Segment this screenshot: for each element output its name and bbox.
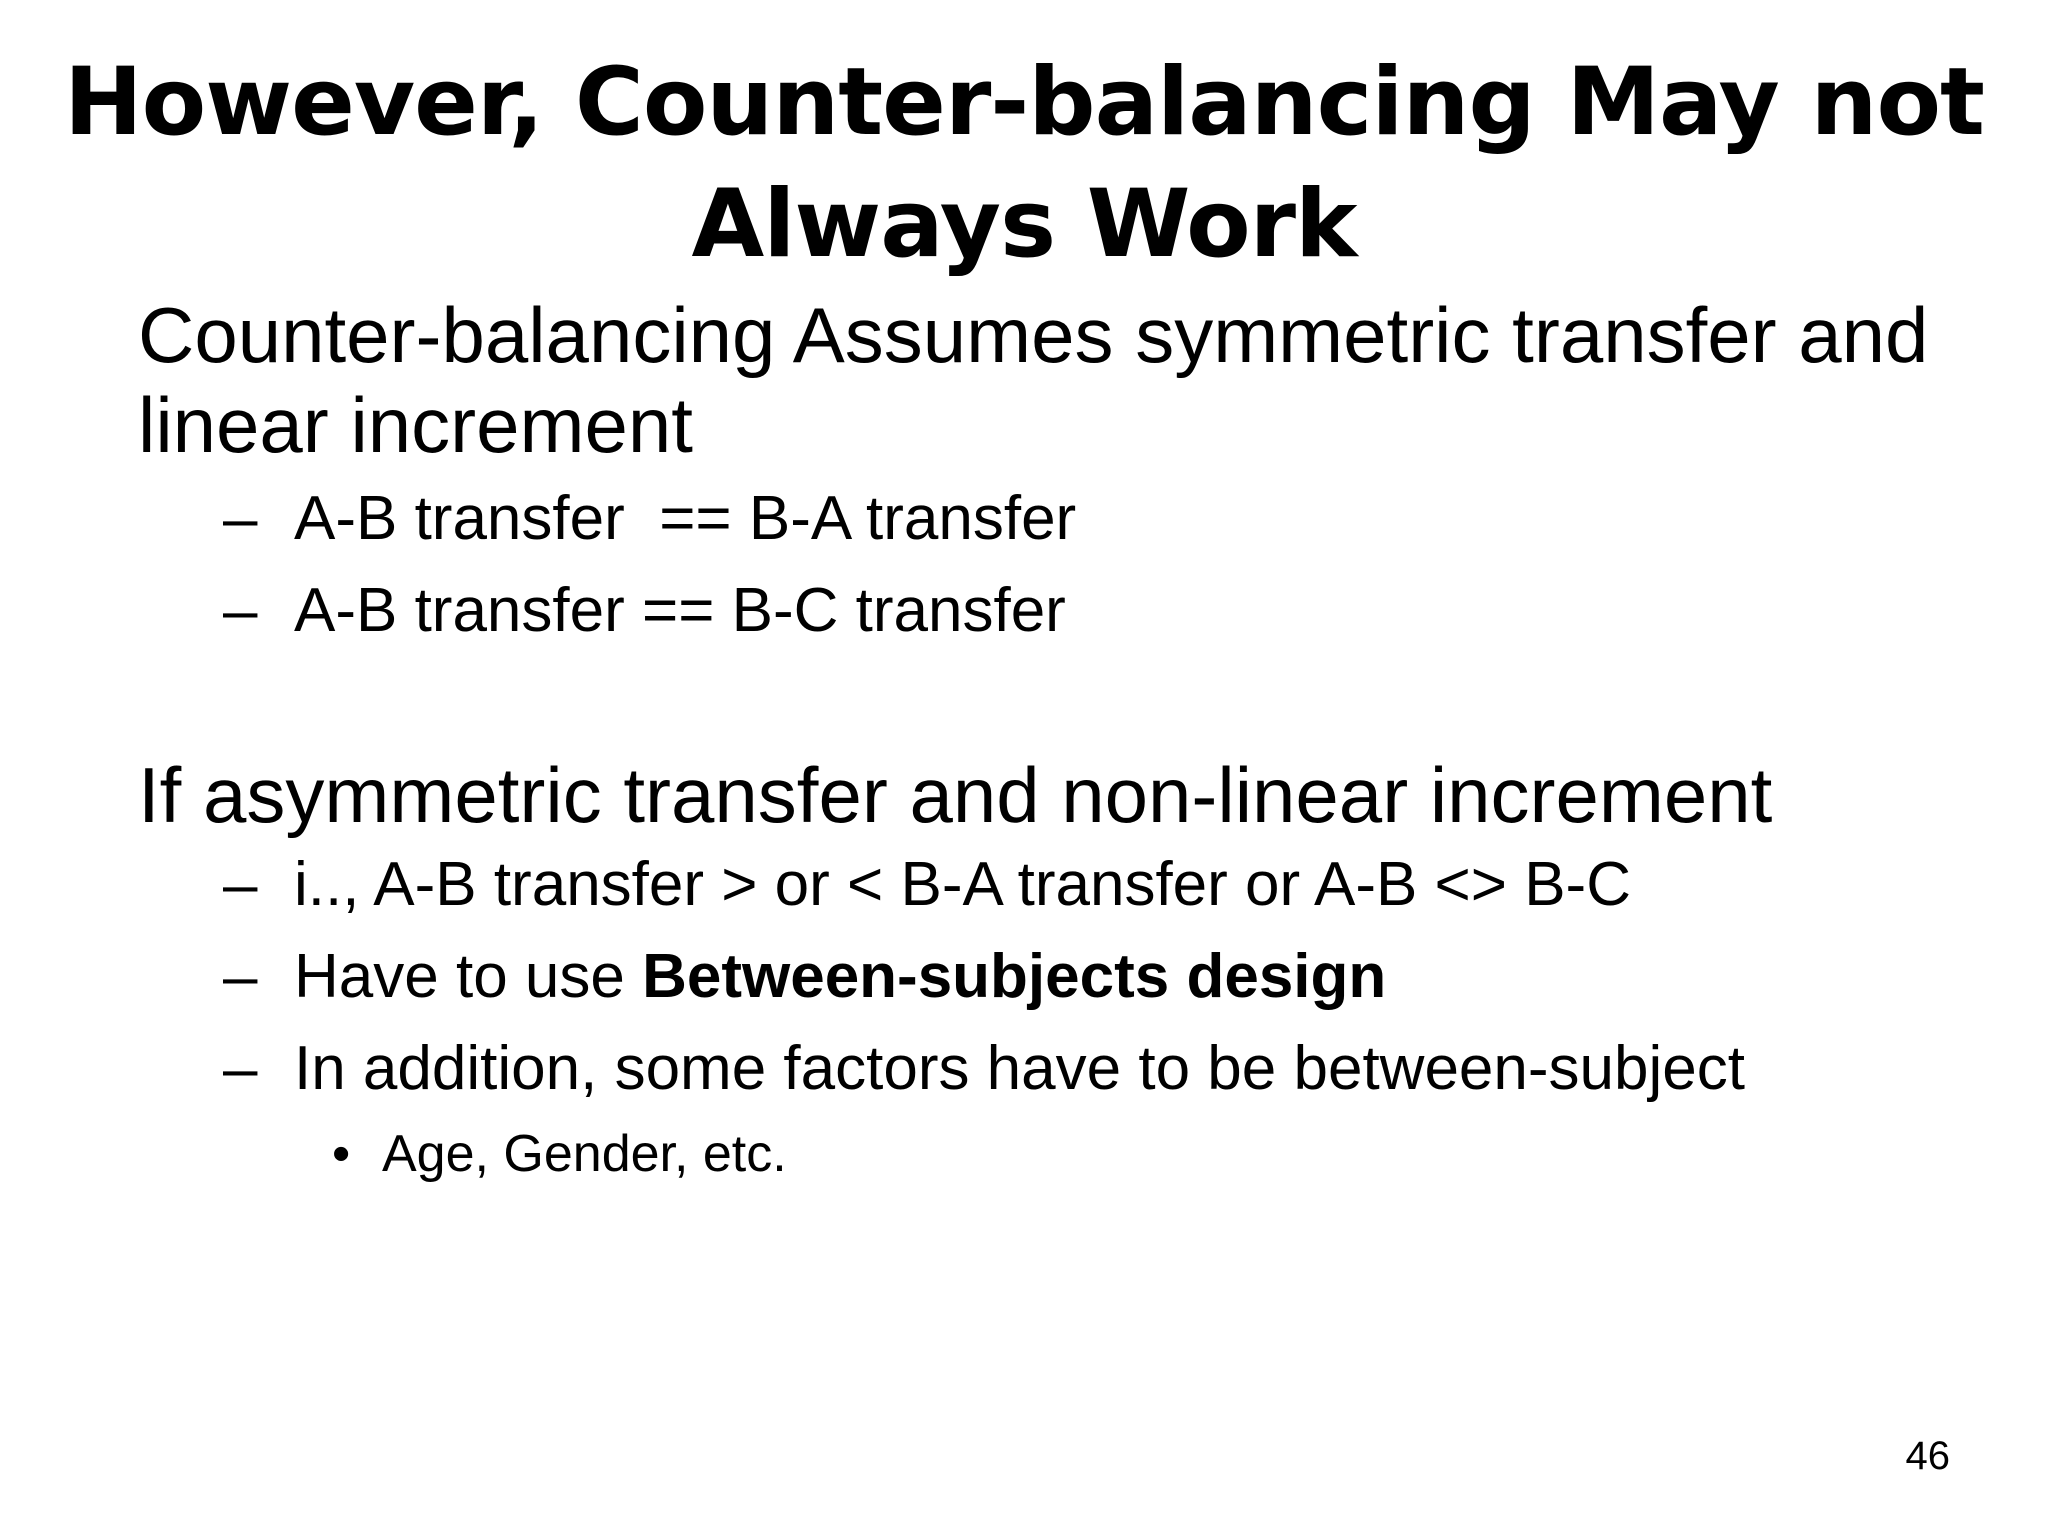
dash-marker: – — [223, 942, 258, 1011]
section-2-item-2-bold: Between-subjects design — [642, 942, 1387, 1011]
section-2-item-1-text: i.., A-B transfer > or < B-A transfer or A-B <> B-C — [294, 850, 1631, 919]
section-2-item-2-prefix: Have to use — [294, 942, 643, 1011]
section-1-heading-line-2: linear increment — [138, 381, 693, 469]
section-2-item-3-text: In addition, some factors have to be between-subject — [294, 1034, 1745, 1103]
section-2-item-2-text — [294, 942, 1386, 1012]
dash-marker: – — [223, 484, 258, 553]
section-1-item-2-text: A-B transfer == B-C transfer — [294, 576, 1066, 645]
slide-title-line-1: However, Counter-balancing May not — [64, 48, 1984, 157]
slide-title — [60, 42, 1988, 286]
dash-marker: – — [223, 1034, 258, 1103]
section-1-heading-line-1: Counter-balancing Assumes symmetric transfer and — [138, 291, 1929, 379]
section-2-heading-text: If asymmetric transfer and non-linear increment — [138, 751, 1773, 839]
dash-marker: – — [223, 850, 258, 919]
section-2-heading — [138, 750, 1938, 840]
slide-title-line-2: Always Work — [691, 170, 1357, 279]
page-number: 46 — [1905, 1434, 1950, 1478]
section-1-heading — [138, 290, 1938, 470]
bullet-marker: • — [332, 1125, 351, 1183]
section-2-subitem-1-text: Age, Gender, etc. — [382, 1125, 787, 1183]
section-1-item-1-text: A-B transfer == B-A transfer — [294, 484, 1077, 553]
dash-marker: – — [223, 576, 258, 645]
